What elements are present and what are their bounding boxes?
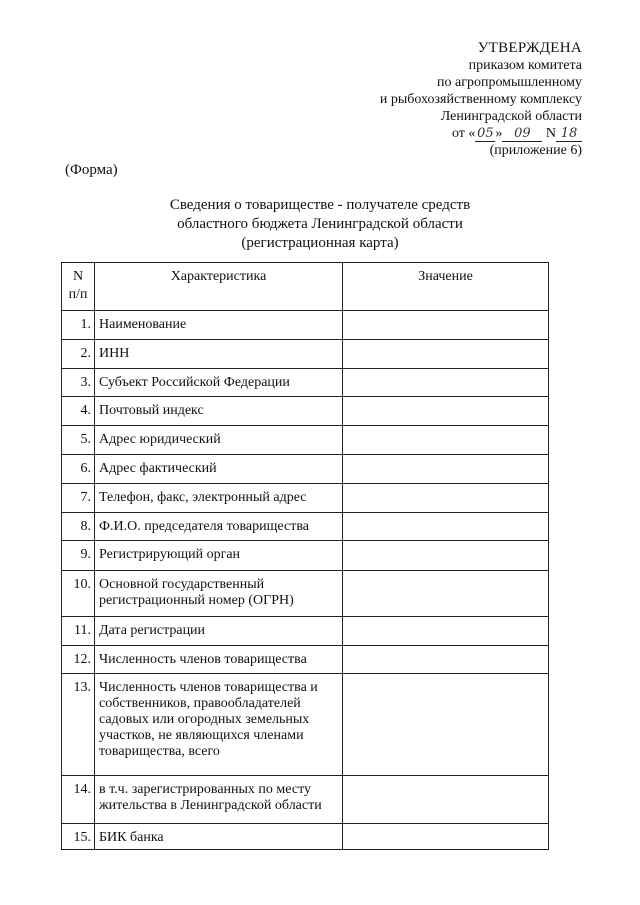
row-label: Дата регистрации	[95, 617, 343, 646]
table-row	[62, 674, 549, 776]
table-row	[62, 369, 549, 397]
row-number: 8.	[62, 513, 95, 541]
handwritten-month: 09	[502, 127, 542, 142]
approval-heading: УТВЕРЖДЕНА	[477, 40, 582, 56]
row-label: БИК банка	[95, 824, 343, 850]
row-label	[95, 674, 343, 776]
row-number: 13.	[62, 674, 95, 776]
table-row	[62, 311, 549, 340]
row-value-cell[interactable]	[343, 776, 549, 824]
header-characteristic: Характеристика	[95, 263, 343, 311]
row-label-line: Основной государственный	[99, 577, 265, 592]
row-label-line: садовых или огородных земельных	[99, 712, 310, 727]
row-number: 15.	[62, 824, 95, 850]
row-value-cell[interactable]	[343, 646, 549, 674]
row-number: 6.	[62, 455, 95, 484]
number-prefix: N	[545, 126, 556, 141]
row-label-line: собственников, правообладателей	[99, 696, 301, 711]
document-title	[0, 196, 640, 253]
row-value-cell[interactable]	[343, 541, 549, 571]
approval-line: по агропромышленному	[437, 75, 582, 90]
row-value-cell[interactable]	[343, 513, 549, 541]
row-value-cell[interactable]	[343, 340, 549, 369]
table-row	[62, 776, 549, 824]
row-label: Адрес фактический	[95, 455, 343, 484]
header-num-line: N	[72, 269, 84, 284]
row-number: 11.	[62, 617, 95, 646]
row-number: 12.	[62, 646, 95, 674]
table-row	[62, 617, 549, 646]
row-value-cell[interactable]	[343, 824, 549, 850]
row-label: ИНН	[95, 340, 343, 369]
title-line: Сведения о товариществе - получателе средств	[169, 197, 471, 213]
table-header-row	[62, 263, 549, 311]
row-number: 5.	[62, 426, 95, 455]
row-number: 3.	[62, 369, 95, 397]
table-row	[62, 646, 549, 674]
row-label-line: участков, не являющихся членами	[99, 728, 304, 743]
table-row	[62, 824, 549, 850]
row-label-line: Численность членов товарищества и	[99, 680, 318, 695]
table-row	[62, 340, 549, 369]
form-label: (Форма)	[65, 162, 118, 178]
approval-line: и рыбохозяйственному комплексу	[379, 92, 582, 107]
table-row	[62, 397, 549, 426]
row-label-line: товарищества, всего	[99, 744, 220, 759]
title-line: областного бюджета Ленинградской области	[177, 216, 463, 232]
table-row	[62, 455, 549, 484]
row-label: Наименование	[95, 311, 343, 340]
appendix-label: (приложение 6)	[489, 143, 582, 158]
row-value-cell[interactable]	[343, 571, 549, 617]
order-date-line	[282, 125, 582, 142]
row-number: 10.	[62, 571, 95, 617]
row-number: 2.	[62, 340, 95, 369]
header-num	[62, 263, 95, 311]
row-label	[95, 776, 343, 824]
row-label: Регистрирующий орган	[95, 541, 343, 571]
row-number: 9.	[62, 541, 95, 571]
row-value-cell[interactable]	[343, 426, 549, 455]
row-label: Телефон, факс, электронный адрес	[95, 484, 343, 513]
row-number: 14.	[62, 776, 95, 824]
row-value-cell[interactable]	[343, 311, 549, 340]
table-row	[62, 571, 549, 617]
row-label: Численность членов товарищества	[95, 646, 343, 674]
approval-block	[282, 40, 582, 159]
approval-line: Ленинградской области	[440, 109, 582, 124]
row-label-line: жительства в Ленинградской области	[99, 798, 322, 813]
date-prefix: от «	[451, 126, 476, 141]
header-value: Значение	[343, 263, 549, 311]
table-row	[62, 513, 549, 541]
row-number: 4.	[62, 397, 95, 426]
row-number: 1.	[62, 311, 95, 340]
date-sep: »	[495, 126, 503, 141]
row-label-line: регистрационный номер (ОГРН)	[99, 593, 294, 608]
row-label: Адрес юридический	[95, 426, 343, 455]
handwritten-order-number: 18	[556, 127, 582, 142]
title-line: (регистрационная карта)	[241, 235, 399, 251]
row-label-line: в т.ч. зарегистрированных по месту	[99, 782, 311, 797]
header-num-line: п/п	[68, 287, 88, 302]
table-row	[62, 426, 549, 455]
row-value-cell[interactable]	[343, 369, 549, 397]
row-number: 7.	[62, 484, 95, 513]
table-row	[62, 484, 549, 513]
row-label: Ф.И.О. председателя товарищества	[95, 513, 343, 541]
approval-line: приказом комитета	[468, 58, 582, 73]
handwritten-day: 05	[477, 126, 494, 141]
row-label	[95, 571, 343, 617]
registration-card-table	[61, 262, 549, 850]
row-value-cell[interactable]	[343, 455, 549, 484]
row-label: Почтовый индекс	[95, 397, 343, 426]
row-value-cell[interactable]	[343, 617, 549, 646]
row-label: Субъект Российской Федерации	[95, 369, 343, 397]
table-row	[62, 541, 549, 571]
row-value-cell[interactable]	[343, 397, 549, 426]
row-value-cell[interactable]	[343, 674, 549, 776]
row-value-cell[interactable]	[343, 484, 549, 513]
